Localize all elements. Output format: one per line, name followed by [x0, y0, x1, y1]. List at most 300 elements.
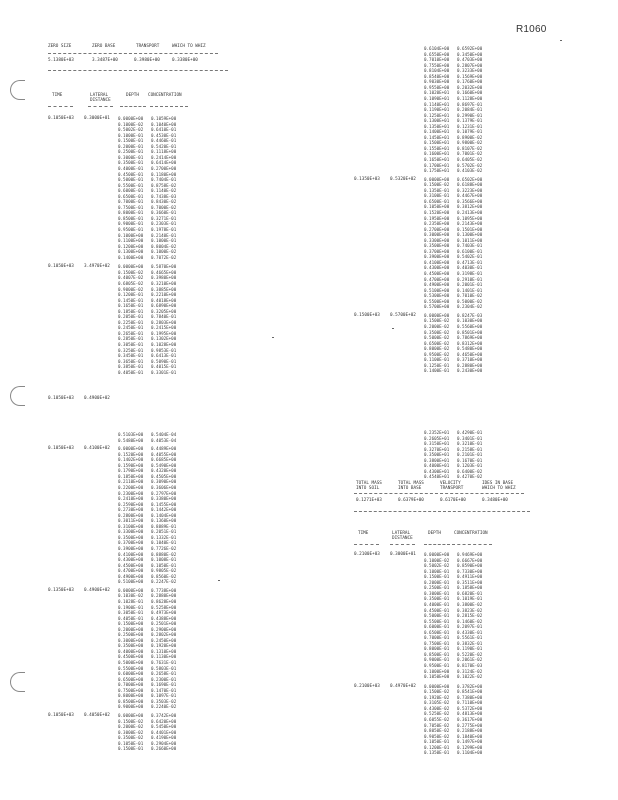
depth-cell: 0.7000E-01 [118, 199, 144, 205]
concentration-cell: 0.8758E-02 [151, 182, 177, 188]
concentration-cell: 0.2660E+00 [151, 746, 177, 752]
block-lateral-distance: 0.4050E+02 [84, 712, 110, 718]
concentration-cell: 0.6413E-01 [151, 353, 177, 359]
concentration-cell: 0.8247E-03 [457, 312, 483, 318]
block-time: 0.1050E+03 [48, 446, 74, 452]
depth-cell: 0.2050E-01 [118, 314, 144, 320]
depth-cell: 0.8050E-02 [424, 728, 450, 734]
depth-cell: 0.3300E+00 [118, 529, 144, 535]
dashed-rule [354, 493, 524, 494]
concentration-cell: 0.1920E+00 [151, 643, 177, 649]
concentration-cell: 0.1000E-02 [151, 249, 177, 255]
depth-cell: 0.1140E+01 [424, 101, 450, 107]
concentration-cell: 0.7840E-01 [151, 314, 177, 320]
depth-cell: 0.1700E+01 [424, 162, 450, 168]
concentration-cell: 0.7404E-01 [151, 177, 177, 183]
concentration-cell: 0.2140E-01 [151, 232, 177, 238]
depth-cell: 0.0000E+00 [118, 712, 144, 718]
concentration-cell: 0.4270E-02 [457, 474, 483, 480]
concentration-cell: 0.2084E-01 [457, 107, 483, 113]
concentration-cell: 0.1978E-01 [151, 227, 177, 232]
dashed-rule [48, 106, 73, 107]
concentration-cell: 0.1660E+00 [457, 90, 483, 96]
concentration-cell: 0.4713E-01 [457, 259, 483, 265]
depth-cell: 0.5000E+00 [118, 660, 144, 665]
concentration-cell: 0.6592E+00 [457, 46, 483, 51]
concentration-cell: 0.4530E-01 [151, 132, 177, 138]
concentration-cell: 0.1097E-01 [151, 693, 177, 699]
depth-cell: 0.8500E-01 [424, 651, 450, 657]
concentration-cell: 0.7403E-01 [457, 243, 483, 249]
concentration-cell: 0.4489E+00 [151, 446, 177, 452]
block-time: 0.1050E+03 [48, 712, 74, 718]
binder-hole [10, 80, 25, 100]
concentration-cell: 0.3401E-01 [457, 435, 483, 441]
depth-cell: 0.3500E+00 [118, 534, 144, 540]
concentration-cell: 0.4650E+00 [457, 351, 483, 357]
depth-cell: 0.3270E+01 [424, 446, 450, 452]
concentration-cell: 0.3742E+00 [151, 712, 177, 718]
depth-cell: 0.5500E+00 [424, 298, 450, 304]
depth-cell: 0.6805E-02 [118, 280, 144, 286]
dashed-rule [88, 106, 113, 107]
concentration-cell: 0.7072E-02 [151, 254, 177, 260]
depth-cell: 0.5100E+00 [118, 579, 144, 585]
dashed-rule [150, 106, 188, 107]
concentration-cell: 0.6420E+00 [151, 718, 177, 724]
depth-cell: 0.1500E-02 [118, 269, 144, 275]
dashed-rule [390, 544, 415, 545]
concentration-cell: 0.5090E-01 [151, 358, 177, 364]
depth-cell: 0.4050E-01 [118, 615, 144, 621]
concentration-cell: 0.7869E+00 [457, 335, 483, 341]
concentration-cell: 0.3210E+00 [151, 280, 177, 286]
concentration-cell: 0.1040E+00 [151, 121, 177, 127]
depth-cell: 0.5100E+00 [424, 287, 450, 293]
concentration-cell: 0.5870E+00 [151, 264, 177, 270]
concentration-cell: 0.1022E-02 [457, 674, 483, 680]
depth-cell: 0.1500E-02 [424, 689, 450, 695]
concentration-cell: 0.1040E-01 [151, 540, 177, 546]
depth-cell: 0.2350E+00 [424, 221, 450, 227]
concentration-cell: 0.2158E-01 [457, 446, 483, 452]
concentration-cell: 0.1190E-01 [457, 646, 483, 652]
concentration-cell: 0.1501E+00 [457, 226, 483, 232]
concentration-cell: 0.6820E-01 [457, 590, 483, 596]
depth-cell: 0.1750E+01 [424, 168, 450, 174]
depth-cell: 0.1250E+01 [424, 112, 450, 118]
dashed-rule [452, 544, 492, 545]
concentration-cell: 0.2501E+00 [151, 621, 177, 627]
depth-cell: 0.7050E-02 [424, 722, 450, 728]
depth-cell: 0.3500E-01 [118, 160, 144, 166]
concentration-cell: 0.4055E+00 [151, 451, 177, 457]
concentration-cell: 0.1028E+00 [151, 342, 177, 347]
depth-cell: 0.3000E-01 [424, 590, 450, 596]
concentration-cell: 0.2700E+00 [151, 165, 177, 171]
depth-cell: 0.5500E-01 [424, 618, 450, 624]
concentration-cell: 0.5803E-01 [151, 665, 177, 671]
concentration-cell: 0.1569E+00 [457, 73, 483, 79]
depth-cell: 0.9050E-02 [424, 733, 450, 739]
depth-cell: 0.1000E+00 [118, 232, 144, 238]
concentration-cell: 0.2658E-01 [151, 671, 177, 677]
concentration-cell: 0.6188E+00 [457, 182, 483, 188]
block-lateral-distance: 0.3000E+01 [390, 552, 416, 557]
dashed-rule [48, 70, 228, 71]
depth-cell: 0.1500E-02 [424, 318, 450, 324]
concentration-cell: 0.7738E+00 [151, 587, 177, 593]
depth-cell: 0.3500E+00 [424, 243, 450, 249]
depth-cell: 0.1028E-01 [118, 598, 144, 604]
concentration-cell: 0.8697E-01 [457, 101, 483, 107]
concentration-cell: 0.3090E+00 [151, 479, 177, 485]
depth-cell: 0.4000E+00 [118, 648, 144, 654]
depth-cell: 0.1550E+01 [424, 145, 450, 151]
depth-cell: 0.2590E+00 [118, 501, 144, 507]
concentration-cell: 0.5000E-02 [457, 298, 483, 304]
depth-cell: 0.5000E-01 [118, 177, 144, 183]
concentration-cell: 0.1130E+00 [151, 654, 177, 660]
scan-speck [392, 328, 394, 329]
concentration-cell: 0.3450E+00 [457, 51, 483, 57]
depth-cell: 0.4500E-01 [118, 171, 144, 177]
depth-cell: 0.6000E-01 [424, 624, 450, 630]
concentration-cell: 0.1180E+00 [151, 171, 177, 177]
binder-hole [10, 672, 25, 692]
depth-cell: 0.1300E+01 [424, 118, 450, 124]
depth-cell: 0.2110E+00 [118, 479, 144, 485]
depth-cell: 0.1350E+01 [424, 123, 450, 129]
concentration-cell: 0.4103E-02 [457, 168, 483, 174]
summary-value: 0.6170E+00 [440, 498, 466, 503]
depth-cell: 0.3000E-02 [118, 729, 144, 735]
block-lateral-distance: 0.3000E+01 [84, 116, 110, 121]
concentration-cell: 0.1760E+00 [457, 79, 483, 85]
depth-cell: 0.3000E+00 [424, 232, 450, 238]
depth-cell: 0.2500E-01 [118, 149, 144, 155]
depth-cell: 0.1050E+00 [424, 204, 450, 210]
depth-cell: 0.1100E-01 [424, 357, 450, 363]
concentration-cell: 0.8560E-02 [151, 573, 177, 579]
concentration-cell: 0.1404E+00 [151, 512, 177, 518]
depth-cell: 0.3850E-01 [118, 364, 144, 370]
col-header-lateral: LATERAL DISTANCE [392, 531, 413, 542]
concentration-cell: 0.2880E+00 [457, 362, 483, 368]
depth-cell: 0.6000E-01 [118, 188, 144, 194]
depth-cell: 0.9000E+00 [118, 704, 144, 710]
depth-cell: 0.3150E+01 [424, 441, 450, 447]
concentration-cell: 0.7438E-03 [151, 193, 177, 199]
depth-cell: 0.7010E+00 [424, 57, 450, 63]
concentration-cell: 0.5480E+00 [457, 346, 483, 352]
concentration-cell: 0.2803E+00 [151, 319, 177, 325]
concentration-cell: 0.4401E+00 [151, 729, 177, 735]
depth-cell: 0.1000E-01 [424, 568, 450, 574]
depth-cell: 0.5500E+00 [118, 665, 144, 671]
depth-cell: 0.2800E+00 [118, 512, 144, 518]
concentration-cell: 0.7001E-02 [457, 151, 483, 157]
depth-cell: 0.6104E+00 [424, 46, 450, 51]
depth-cell: 0.2650E-01 [118, 330, 144, 336]
concentration-cell: 0.2143E+00 [457, 221, 483, 227]
concentration-cell: 0.8889E-01 [151, 523, 177, 529]
concentration-cell: 0.6890E+00 [151, 303, 177, 309]
depth-cell: 0.1500E-02 [118, 718, 144, 724]
scan-speck [560, 40, 562, 41]
concentration-cell: 0.8880E-02 [151, 551, 177, 557]
depth-cell: 0.9000E-01 [424, 657, 450, 663]
concentration-cell: 0.1302E+00 [151, 336, 177, 342]
concentration-cell: 0.2430E+00 [457, 368, 483, 374]
depth-cell: 0.3500E-02 [118, 735, 144, 741]
concentration-cell: 0.6405E-02 [457, 157, 483, 162]
depth-cell: 0.1200E+00 [118, 243, 144, 249]
depth-cell: 0.0000E+00 [118, 446, 144, 452]
concentration-cell: 0.1497E+00 [457, 739, 483, 745]
summary-value: 5.1380E+03 [48, 58, 74, 63]
depth-cell: 0.3650E-01 [118, 358, 144, 364]
depth-cell: 0.3700E+00 [118, 540, 144, 546]
depth-cell: 0.4700E+00 [118, 568, 144, 574]
concentration-cell: 0.1442E+00 [151, 507, 177, 513]
summary-header: TOTAL MASS INTO BASE [398, 481, 424, 492]
depth-cell: 0.4500E+00 [424, 271, 450, 276]
concentration-cell: 0.6100E-01 [457, 248, 483, 254]
concentration-cell: 0.3782E+00 [457, 683, 483, 689]
concentration-cell: 0.3198E-01 [457, 271, 483, 276]
dashed-rule [354, 511, 530, 512]
depth-cell: 0.2200E+00 [118, 484, 144, 490]
concentration-cell: 0.7000E-02 [151, 204, 177, 210]
depth-cell: 0.8000E-01 [118, 210, 144, 216]
depth-cell: 0.6000E+00 [118, 671, 144, 677]
concentration-cell: 0.9805E-02 [151, 568, 177, 574]
concentration-cell: 0.2001E-01 [457, 282, 483, 288]
depth-cell: 0.1850E-01 [118, 308, 144, 314]
summary-value: 0.3380E+00 [172, 58, 198, 63]
depth-cell: 0.4500E+00 [118, 654, 144, 660]
depth-cell: 0.3500E+01 [424, 452, 450, 458]
concentration-cell: 0.2815E-02 [457, 613, 483, 619]
depth-cell: 0.1190E+01 [424, 107, 450, 113]
depth-cell: 0.1000E-01 [118, 132, 144, 138]
depth-cell: 0.9000E-02 [118, 286, 144, 292]
block-time: 0.1050E+03 [48, 395, 74, 401]
concentration-cell: 0.1030E+00 [457, 318, 483, 324]
concentration-cell: 0.5561E-01 [457, 635, 483, 641]
depth-cell: 0.5250E-02 [424, 711, 450, 717]
depth-cell: 0.6550E+00 [424, 51, 450, 57]
concentration-cell: 0.4053E-04 [151, 437, 177, 443]
block-lateral-distance: 0.4100E+02 [84, 446, 110, 452]
concentration-cell: 0.5258E+00 [151, 604, 177, 610]
depth-cell: 0.2250E-01 [118, 319, 144, 325]
concentration-cell: 0.1401E-01 [457, 287, 483, 293]
concentration-cell: 0.9853E-01 [151, 347, 177, 353]
depth-cell: 0.1400E+00 [118, 254, 144, 260]
scan-speck [218, 580, 220, 581]
col-header-concentration: CONCENTRATION [148, 93, 182, 98]
depth-cell: 0.3700E+00 [424, 248, 450, 254]
concentration-cell: 0.5404E-04 [151, 432, 177, 437]
depth-cell: 0.9000E-01 [118, 221, 144, 227]
concentration-cell: 0.2304E-02 [457, 304, 483, 310]
depth-cell: 0.1250E-01 [424, 362, 450, 368]
depth-cell: 0.6500E-02 [424, 340, 450, 346]
depth-cell: 0.1520E+00 [424, 209, 450, 215]
depth-cell: 0.7500E+00 [118, 687, 144, 693]
depth-cell: 0.9500E-01 [118, 227, 144, 232]
concentration-cell: 0.8541E+00 [457, 689, 483, 695]
depth-cell: 0.6500E-01 [424, 198, 450, 204]
concentration-cell: 0.1059E+00 [151, 116, 177, 121]
depth-cell: 0.1500E+01 [424, 140, 450, 146]
concentration-cell: 0.1140E-02 [151, 188, 177, 194]
concentration-cell: 0.8004E-02 [151, 243, 177, 249]
depth-cell: 0.1090E+01 [424, 95, 450, 101]
block-lateral-distance: 0.4900E+02 [84, 395, 110, 401]
depth-cell: 0.6500E-01 [424, 629, 450, 635]
concentration-cell: 0.2990E-01 [457, 112, 483, 118]
depth-cell: 0.2352E+01 [424, 430, 450, 435]
concentration-cell: 0.8312E+00 [457, 340, 483, 346]
depth-cell: 0.1450E+01 [424, 134, 450, 140]
depth-cell: 0.3011E+00 [118, 518, 144, 524]
dashed-rule [424, 544, 450, 545]
depth-cell: 0.3900E+00 [118, 546, 144, 551]
concentration-cell: 0.3271E-01 [151, 215, 177, 221]
depth-cell: 0.4500E-01 [424, 607, 450, 613]
depth-cell: 0.6055E-02 [424, 716, 450, 722]
concentration-cell: 0.3301E-01 [151, 369, 177, 375]
depth-cell: 0.4000E-01 [118, 165, 144, 171]
depth-cell: 0.1650E+01 [424, 157, 450, 162]
depth-cell: 0.5000E-02 [424, 335, 450, 341]
depth-cell: 0.4050E-01 [118, 369, 144, 375]
concentration-cell: 0.1995E+00 [151, 330, 177, 336]
summary-header: ZERO BASE [92, 44, 116, 49]
concentration-cell: 0.5220E-02 [457, 651, 483, 657]
depth-cell: 0.1500E-01 [118, 746, 144, 752]
depth-cell: 0.3100E-01 [424, 193, 450, 199]
concentration-cell: 0.6667E+00 [457, 557, 483, 563]
depth-cell: 0.0000E+00 [424, 176, 450, 182]
block-time: 0.2100E+03 [354, 683, 380, 689]
concentration-cell: 0.3800E-02 [457, 601, 483, 607]
depth-cell: 0.9500E-02 [424, 351, 450, 357]
depth-cell: 0.3300E+00 [424, 237, 450, 243]
concentration-cell: 0.1008E-01 [151, 557, 177, 563]
depth-cell: 0.0000E+00 [424, 683, 450, 689]
summary-header: ZERO SIZE [48, 44, 72, 49]
depth-cell: 0.6500E-01 [118, 193, 144, 199]
depth-cell: 0.5480E+00 [118, 437, 144, 443]
depth-cell: 0.5002E-02 [424, 563, 450, 569]
concentration-cell: 0.8107E-02 [457, 145, 483, 151]
concentration-cell: 0.3205E+00 [151, 308, 177, 314]
concentration-cell: 0.4330E-01 [457, 629, 483, 635]
block-time: 0.1050E+03 [48, 264, 74, 270]
concentration-cell: 0.1858E+00 [457, 585, 483, 591]
depth-cell: 0.4300E+01 [424, 468, 450, 474]
depth-cell: 0.1350E-01 [424, 750, 450, 756]
depth-cell: 0.2000E-01 [118, 143, 144, 149]
concentration-cell: 0.2450E+00 [151, 637, 177, 643]
depth-cell: 0.5700E+00 [424, 304, 450, 310]
depth-cell: 0.5002E-02 [118, 127, 144, 133]
concentration-cell: 0.2797E+00 [151, 490, 177, 496]
concentration-cell: 0.7380E+00 [457, 694, 483, 700]
depth-cell: 0.1200E-01 [424, 744, 450, 750]
concentration-cell: 0.2414E+00 [151, 154, 177, 160]
concentration-cell: 0.3210E-01 [457, 441, 483, 447]
block-time: 0.2100E+03 [354, 552, 380, 557]
concentration-cell: 0.1460E-02 [457, 618, 483, 624]
concentration-cell: 0.1690E-01 [151, 682, 177, 688]
concentration-cell: 0.1670E-01 [457, 457, 483, 463]
concentration-cell: 0.4015E-01 [151, 364, 177, 370]
block-lateral-distance: 0.4900E+02 [84, 587, 110, 593]
block-lateral-distance: 3.4970E+02 [84, 264, 110, 270]
concentration-cell: 0.1840E+00 [457, 733, 483, 739]
concentration-cell: 0.8501E+00 [457, 329, 483, 335]
depth-cell: 0.2300E+00 [118, 490, 144, 496]
concentration-cell: 0.3980E+00 [151, 275, 177, 281]
depth-cell: 0.1400E+01 [424, 129, 450, 135]
concentration-cell: 0.7010E-02 [457, 293, 483, 299]
concentration-cell: 0.3124E-02 [457, 668, 483, 674]
concentration-cell: 0.2880E+00 [151, 593, 177, 599]
concentration-cell: 0.1310E+00 [151, 648, 177, 654]
depth-cell: 0.2000E-02 [424, 323, 450, 329]
concentration-cell: 0.7631E-01 [151, 660, 177, 665]
concentration-cell: 0.4505E+00 [151, 473, 177, 479]
summary-header: TRANSPORT [136, 44, 160, 49]
concentration-cell: 0.2032E+00 [457, 84, 483, 90]
concentration-cell: 0.1011E+00 [457, 237, 483, 243]
depth-cell: 0.3500E-02 [424, 329, 450, 335]
concentration-cell: 0.1050E-01 [151, 562, 177, 568]
depth-cell: 0.7550E+00 [424, 62, 450, 68]
concentration-cell: 0.4460E-01 [151, 138, 177, 144]
concentration-cell: 0.3660E-01 [151, 210, 177, 216]
concentration-cell: 0.3885E+00 [151, 286, 177, 292]
concentration-cell: 0.5702E-02 [457, 162, 483, 168]
depth-cell: 0.4300E+00 [424, 265, 450, 271]
concentration-cell: 0.2188E+00 [457, 728, 483, 734]
depth-cell: 0.3500E-01 [424, 596, 450, 602]
summary-header: WHICH TO WHIZ [172, 44, 206, 49]
dashed-rule [120, 106, 146, 107]
depth-cell: 0.1600E+01 [424, 151, 450, 157]
col-header-concentration: CONCENTRATION [454, 531, 488, 536]
depth-cell: 0.1950E+00 [424, 215, 450, 221]
concentration-cell: 0.2101E-01 [457, 452, 483, 458]
depth-cell: 0.3105E-02 [424, 700, 450, 706]
depth-cell: 0.4900E+00 [118, 573, 144, 579]
concentration-cell: 0.4665E+00 [151, 269, 177, 275]
depth-cell: 0.5500E-01 [118, 182, 144, 188]
depth-cell: 0.3000E-01 [118, 154, 144, 160]
concentration-cell: 0.6502E+00 [457, 176, 483, 182]
concentration-cell: 0.2210E+00 [151, 292, 177, 298]
summary-value: 3.3487E+00 [92, 58, 118, 63]
depth-cell: 0.5300E+00 [424, 293, 450, 299]
concentration-cell: 0.3710E+00 [457, 357, 483, 363]
concentration-cell: 0.2904E+00 [151, 740, 177, 746]
concentration-cell: 0.1118E+00 [151, 149, 177, 155]
